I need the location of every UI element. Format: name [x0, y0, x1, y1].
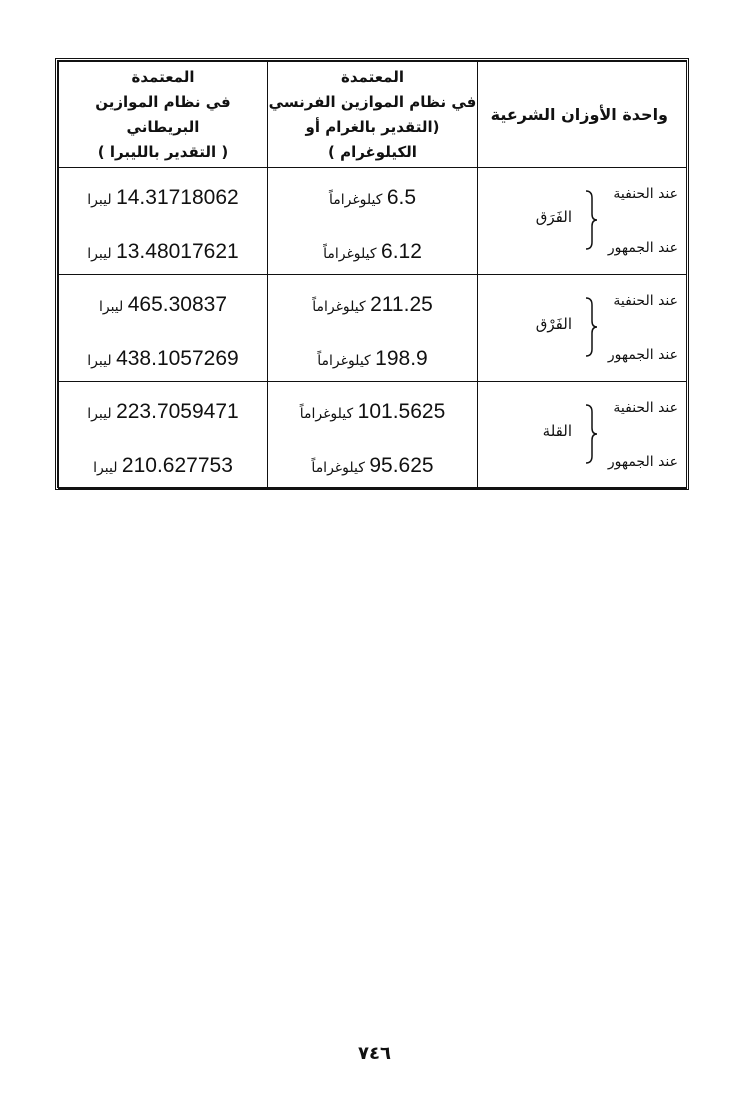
french-unit: كيلوغراماً: [299, 406, 354, 422]
french-unit: كيلوغراماً: [311, 460, 365, 476]
french-value-hanafi: [268, 400, 477, 424]
school-jumhur: عند الجمهور: [607, 454, 678, 470]
french-value-cell: [268, 168, 478, 275]
unit-cell: [478, 382, 687, 489]
british-unit: ليبرا: [87, 353, 112, 369]
british-number: 465.30837: [127, 293, 228, 316]
measure-name: الفَرْق: [535, 315, 572, 333]
british-value-jumhur: [59, 347, 267, 371]
french-value-jumhur: [268, 240, 477, 264]
header-french-line1: المعتمدة: [341, 67, 404, 86]
british-unit: ليبرا: [87, 246, 112, 262]
british-unit: ليبرا: [93, 460, 118, 476]
table-row: [59, 275, 687, 382]
british-value-hanafi: [59, 186, 267, 210]
french-number: 6.5: [386, 186, 417, 209]
header-british-line2: في نظام الموازين البريطاني: [95, 92, 231, 136]
header-unit-label: واحدة الأوزان الشرعية: [490, 105, 668, 124]
french-unit: كيلوغراماً: [312, 299, 366, 315]
french-unit: كيلوغراماً: [317, 353, 371, 369]
unit-cell: [478, 168, 687, 275]
british-unit: ليبرا: [98, 299, 124, 315]
header-british-line1: المعتمدة: [131, 67, 195, 86]
british-unit: ليبرا: [87, 192, 112, 208]
french-number: 101.5625: [357, 400, 446, 423]
french-number: 95.625: [369, 454, 434, 477]
curly-brace-icon: [584, 404, 598, 464]
header-british-column: [59, 62, 268, 168]
british-value-hanafi: [59, 400, 267, 424]
school-jumhur: عند الجمهور: [607, 240, 678, 256]
british-value-jumhur: [59, 454, 267, 478]
curly-brace-icon: [584, 190, 598, 250]
header-french-line2: في نظام الموازين الفرنسي: [268, 92, 477, 111]
french-value-hanafi: [268, 293, 477, 317]
school-hanafi: عند الحنفية: [613, 186, 678, 202]
header-british-line3: ( التقدير بالليبرا ): [97, 142, 229, 161]
measure-name: الفَرَق: [535, 208, 572, 226]
header-french-line3: (التقدير بالغرام أو الكيلوغرام ): [305, 117, 440, 161]
french-number: 198.9: [375, 347, 428, 370]
french-unit: كيلوغراماً: [328, 192, 383, 208]
british-value-cell: [59, 168, 268, 275]
french-value-hanafi: [268, 186, 477, 210]
measure-name: القلة: [542, 422, 572, 440]
curly-brace-icon: [584, 297, 598, 357]
header-french-column: [268, 62, 478, 168]
table-header-row: [59, 62, 687, 168]
french-unit: كيلوغراماً: [323, 246, 377, 262]
french-value-cell: [268, 275, 478, 382]
british-value-cell: [59, 275, 268, 382]
british-number: 210.627753: [121, 454, 233, 477]
french-value-cell: [268, 382, 478, 489]
page-number: ٧٤٦: [358, 1043, 391, 1064]
french-value-jumhur: [268, 347, 477, 371]
table-row: [59, 168, 687, 275]
school-hanafi: عند الحنفية: [613, 400, 678, 416]
school-jumhur: عند الجمهور: [607, 347, 678, 363]
table-row: [59, 382, 687, 489]
weights-table: [58, 61, 687, 489]
british-unit: ليبرا: [87, 406, 112, 422]
british-number: 14.31718062: [116, 186, 239, 209]
school-hanafi: عند الحنفية: [613, 293, 678, 309]
british-number: 13.48017621: [116, 240, 239, 263]
french-number: 6.12: [381, 240, 422, 263]
french-value-jumhur: [268, 454, 477, 478]
weights-table-frame: [55, 58, 689, 490]
unit-cell: [478, 275, 687, 382]
british-value-hanafi: [59, 293, 267, 317]
header-unit-column: [478, 62, 687, 168]
british-number: 223.7059471: [116, 400, 239, 423]
british-value-cell: [59, 382, 268, 489]
french-number: 211.25: [370, 293, 433, 316]
british-value-jumhur: [59, 240, 267, 264]
british-number: 438.1057269: [116, 347, 239, 370]
